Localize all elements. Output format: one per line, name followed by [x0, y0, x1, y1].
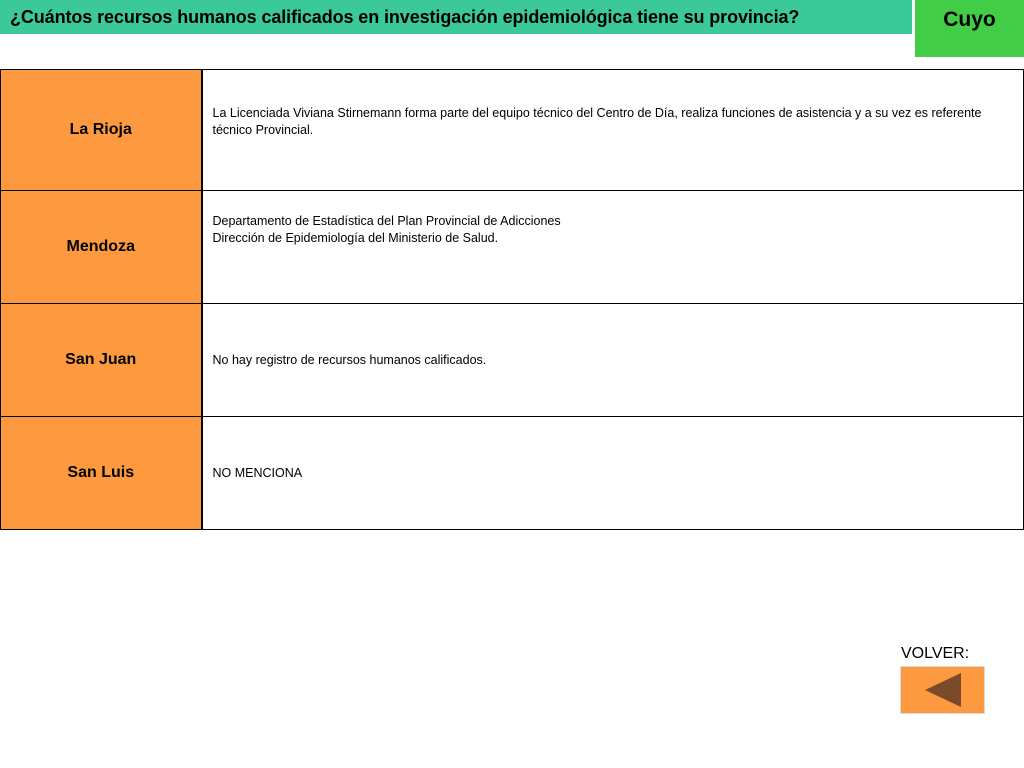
info-cell: [202, 304, 1024, 417]
back-label: VOLVER:: [901, 645, 970, 662]
arrow-left-icon: [925, 673, 961, 707]
info-cell: [202, 70, 1024, 191]
table-row: [1, 191, 1024, 304]
info-cell: [202, 191, 1024, 304]
back-button[interactable]: [900, 666, 985, 714]
region-badge: [915, 0, 1024, 57]
info-text: NO MENCIONA: [212, 465, 303, 480]
province-cell: La Rioja: [1, 70, 202, 191]
table-row: [1, 304, 1024, 417]
region-label: Cuyo: [943, 7, 996, 31]
province-cell: San Luis: [1, 417, 202, 530]
header-bar: [0, 0, 912, 34]
page-title: ¿Cuántos recursos humanos calificados en investigación epidemiológica tiene su provincia?: [10, 6, 800, 27]
provinces-table: [0, 69, 1024, 530]
table-row: [1, 70, 1024, 191]
info-cell: [202, 417, 1024, 530]
info-text: Departamento de Estadística del Plan Provincial de Adicciones: [212, 214, 561, 228]
info-text: Dirección de Epidemiología del Ministerio de Salud.: [212, 231, 499, 245]
info-text: No hay registro de recursos humanos calificados.: [212, 352, 487, 367]
province-cell: Mendoza: [1, 191, 202, 304]
info-text: La Licenciada Viviana Stirnemann forma parte del equipo técnico del Centro de Día, realiza funciones de asistencia y a su vez es referente técnico Provincial.: [212, 106, 982, 137]
table-row: [1, 417, 1024, 530]
province-cell: San Juan: [1, 304, 202, 417]
